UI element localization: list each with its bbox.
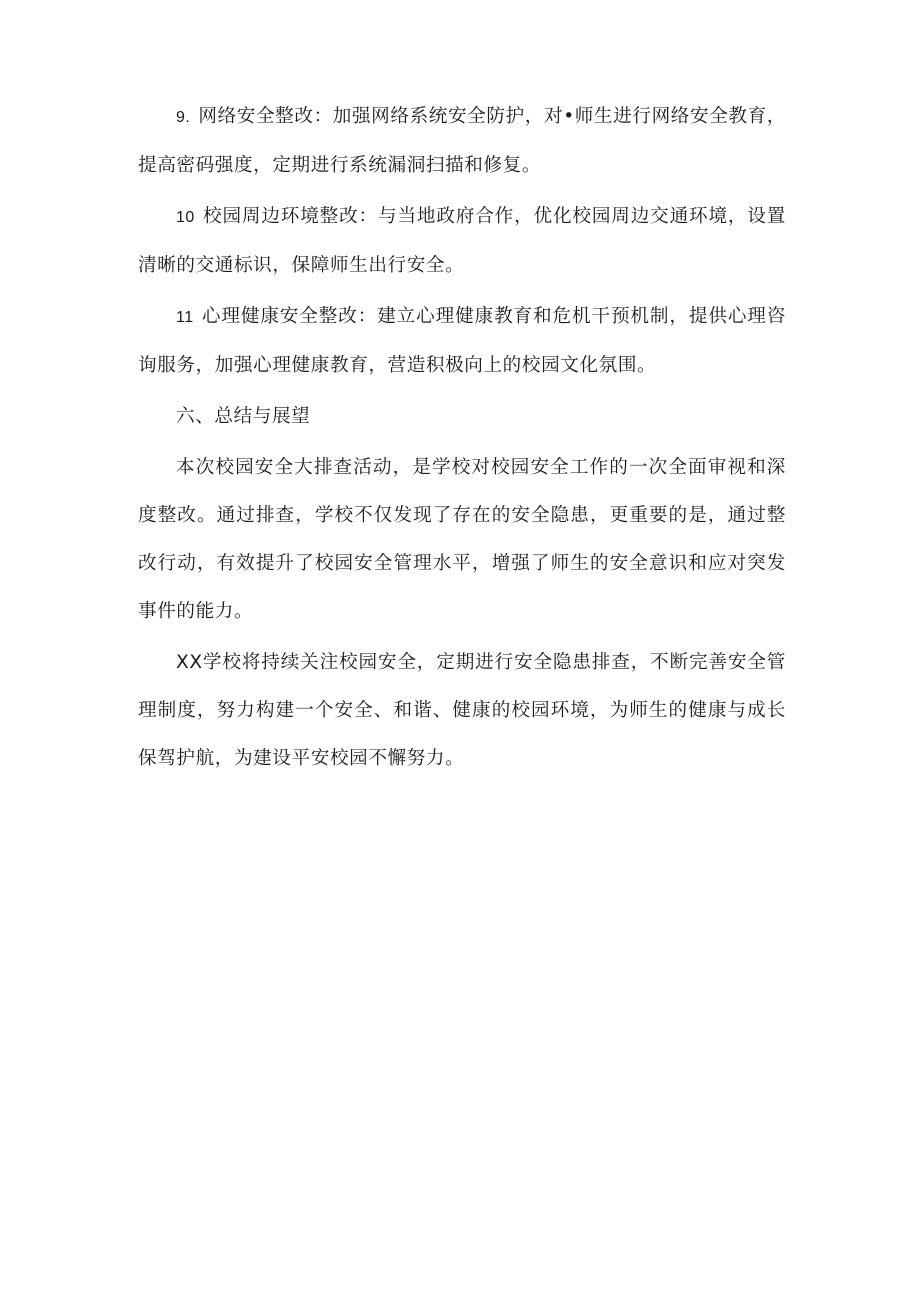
item-number: 11: [176, 309, 194, 326]
item-number: 9.: [176, 109, 191, 126]
paragraph-item-11: [138, 293, 786, 390]
outlook-paragraph: XX学校将持续关注校园安全，定期进行安全隐患排查，不断完善安全管理制度，努力构建一个安全、和谐、健康的校园环境，为师生的健康与成长保驾护航，为建设平安校园不懈努力。: [138, 652, 786, 769]
paragraph-text: 心理健康安全整改：建立心理健康教育和危机干预机制，提供心理咨询服务，加强心理健康教育，营造积极向上的校园文化氛围。: [138, 306, 786, 376]
paragraph-text: 校园周边环境整改：与当地政府合作，优化校园周边交通环境，设置清晰的交通标识，保障师生出行安全。: [138, 206, 786, 276]
paragraph-text: 网络安全整改：加强网络系统安全防护，对•师生进行网络安全教育，提高密码强度，定期进行系统漏洞扫描和修复。: [138, 106, 786, 176]
section-heading: 六、总结与展望: [176, 406, 311, 427]
item-number: 10: [176, 209, 195, 226]
summary-paragraph: 本次校园安全大排查活动，是学校对校园安全工作的一次全面审视和深度整改。通过排查，学校不仅发现了存在的安全隐患，更重要的是，通过整改行动，有效提升了校园安全管理水平，增强了师生的安全意识和应对突发事件的能力。: [138, 457, 786, 622]
paragraph-item-10: [138, 193, 786, 290]
document-body: [138, 93, 786, 786]
paragraph-item-9: [138, 93, 786, 190]
